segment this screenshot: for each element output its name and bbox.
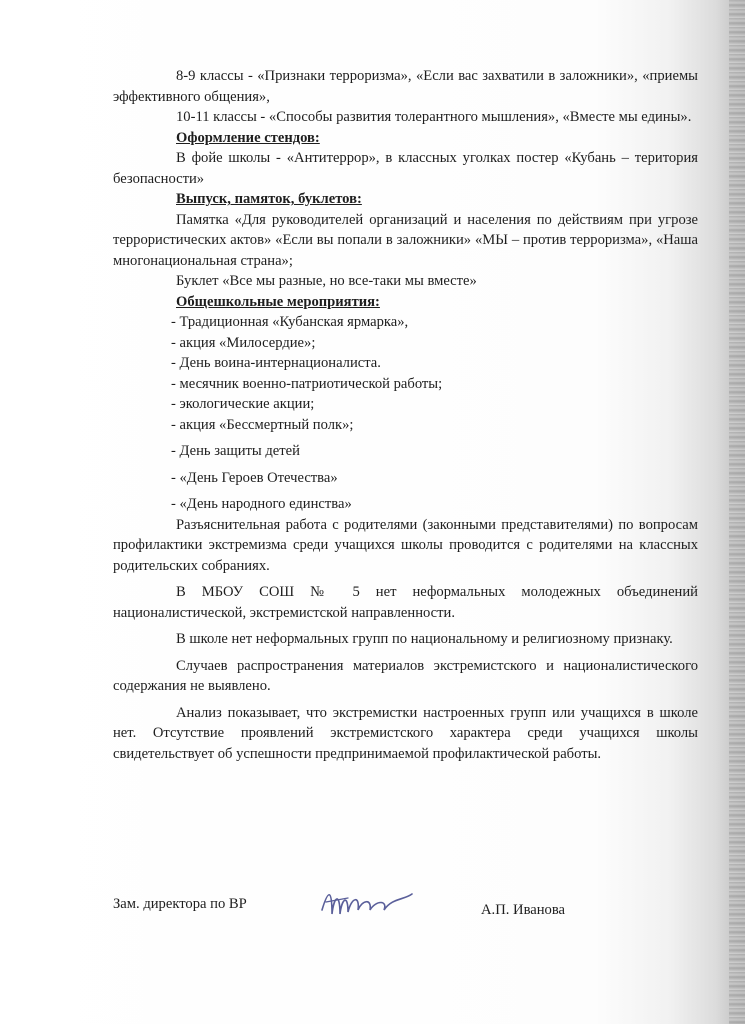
scan-edge-shadow <box>729 0 745 1024</box>
signature-name: А.П. Иванова <box>481 902 566 918</box>
paragraph-grades-10-11: 10-11 классы - «Способы развития толерантного мышления», «Вместе мы едины». <box>176 109 692 125</box>
paragraph-grades-8-9: 8-9 классы - «Признаки терроризма», «Если вас захватили в заложники», «приемы эффективного общения», <box>113 68 698 105</box>
paragraph-groups: В школе нет неформальных групп по национальному и религиозному признаку. <box>176 631 673 647</box>
event-item: - Традиционная «Кубанская ярмарка», <box>171 314 409 330</box>
event-item: - «День народного единства» <box>171 496 352 512</box>
event-item: - месячник военно-патриотической работы; <box>171 375 443 392</box>
signature-role: Зам. директора по ВР <box>113 896 247 912</box>
signature-block <box>113 892 698 932</box>
event-item: - «День Героев Отечества» <box>171 469 338 486</box>
heading-memos: Выпуск, памяток, буклетов: <box>176 191 362 207</box>
heading-events: Общешкольные мероприятия: <box>176 293 380 310</box>
heading-stands: Оформление стендов: <box>176 129 320 146</box>
paragraph-cases: Случаев распространения материалов экстремистского и националистического содержания не выявлено. <box>113 657 698 694</box>
event-item: - День воина-интернационалиста. <box>171 355 381 371</box>
paragraph-stands: В фойе школы - «Антитеррор», в классных уголках постер «Кубань – територия безопасности» <box>113 150 698 187</box>
paragraph-parents: Разъяснительная работа с родителями (законными представителями) по вопросам профилактики экстремизма среди учащихся школы проводится с родителями на классных родительских собраниях. <box>113 516 698 574</box>
paragraph-booklet: Буклет «Все мы разные, но все-таки мы вместе» <box>176 273 477 289</box>
event-item: - День защиты детей <box>171 443 300 459</box>
document-body <box>113 66 698 764</box>
handwritten-signature <box>318 884 418 924</box>
event-item: - акция «Бессмертный полк»; <box>171 416 354 433</box>
paragraph-school: В МБОУ СОШ № 5 нет неформальных молодежных объединений националистической, экстремистской направленности. <box>113 584 698 621</box>
paragraph-memo: Памятка «Для руководителей организаций и населения по действиям при угрозе террористических актов» «Если вы попали в заложники» «МЫ – против терроризма», «Наша многонациональная страна»; <box>113 211 698 269</box>
event-item: - экологические акции; <box>171 396 315 412</box>
paragraph-analysis: Анализ показывает, что экстремистки настроенных групп или учащихся в школе нет. Отсутствие проявлений экстремистского характера среди учащихся школы свидетельствует об успешности предпринимаемой профилактической работы. <box>113 704 698 762</box>
event-item: - акция «Милосердие»; <box>171 334 316 351</box>
